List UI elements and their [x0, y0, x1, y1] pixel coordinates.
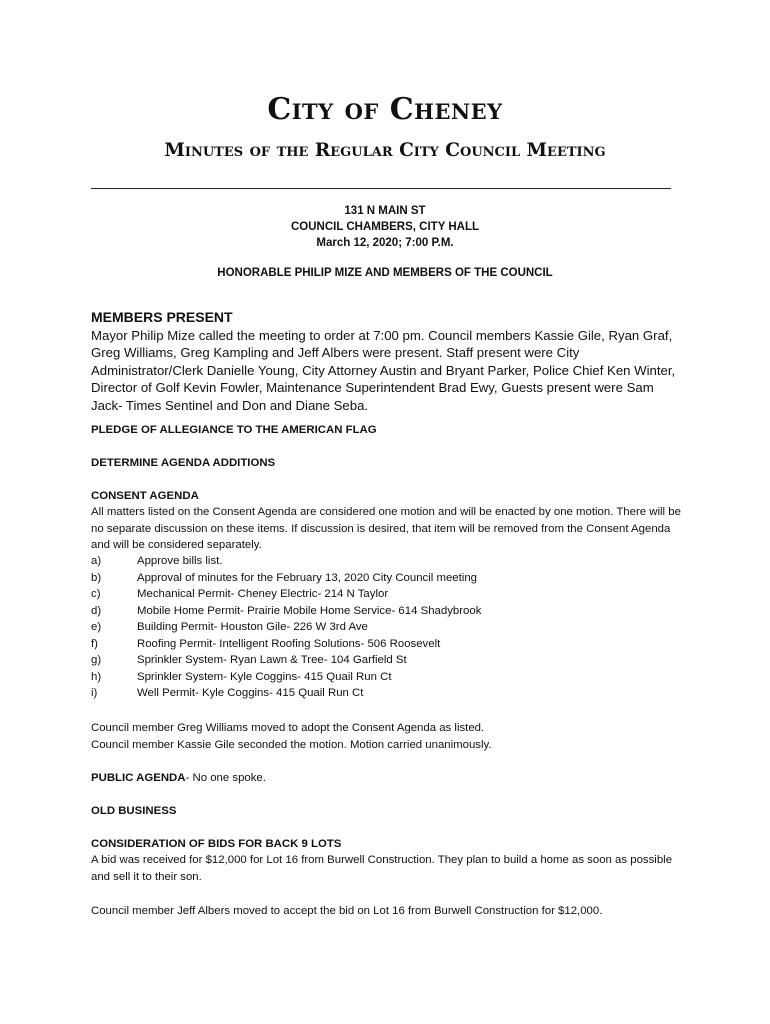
document-title: City of Cheney: [267, 92, 503, 127]
item-label: c): [91, 588, 101, 600]
list-item: [91, 636, 681, 653]
item-text: Approve bills list.: [137, 555, 223, 567]
document-subtitle: Minutes of the Regular City Council Meeting: [164, 140, 606, 161]
pledge-heading: PLEDGE OF ALLEGIANCE TO THE AMERICAN FLAG: [91, 424, 377, 436]
item-text: Sprinkler System- Ryan Lawn & Tree- 104 Garfield St: [137, 654, 407, 666]
old-business-heading: OLD BUSINESS: [91, 805, 177, 817]
item-label: d): [91, 604, 102, 617]
item-label: g): [91, 654, 102, 666]
bids-heading: CONSIDERATION OF BIDS FOR BACK 9 LOTS: [91, 838, 342, 850]
consent-agenda-intro: All matters listed on the Consent Agenda are considered one motion and will be enacted by one motion. There will be no separate discussion on these items. If discussion is desired, that item will be removed from the Consent Agenda and will be considered separately.: [91, 506, 681, 551]
public-agenda-text: - No one spoke.: [185, 772, 266, 784]
list-item: [91, 570, 681, 587]
item-text: Approval of minutes for the February 13, 2020 City Council meeting: [137, 571, 477, 584]
header-divider: [91, 188, 671, 189]
item-label: f): [91, 637, 98, 650]
public-agenda-label: PUBLIC AGENDA: [91, 772, 186, 784]
item-label: e): [91, 621, 102, 633]
date-line: March 12, 2020; 7:00 P.M.: [316, 237, 454, 249]
list-item: [91, 685, 681, 702]
list-item: [91, 652, 681, 669]
consent-motion: [91, 720, 681, 753]
list-item: [91, 669, 681, 686]
members-present-text: Mayor Philip Mize called the meeting to order at 7:00 pm. Council members Kassie Gile, Ryan Graf, Greg Williams, Greg Kampling and Jeff Albers were present. Staff present were City Administrator/Clerk Danielle Young, City Attorney Austin and Bryant Parker, Police Chief Ken Winter, Director of Golf Kevin Fowler, Maintenance Superintendent Brad Ewy, Guests present were Sam Jack- Times Sentinel and Don and Diane Seba.: [91, 328, 676, 413]
consent-agenda-list: [91, 553, 681, 702]
consent-agenda-heading: CONSENT AGENDA: [91, 490, 199, 502]
item-text: Sprinkler System- Kyle Coggins- 415 Quail Run Ct: [137, 670, 392, 683]
motion-line: Council member Greg Williams moved to adopt the Consent Agenda as listed.: [91, 722, 485, 734]
item-label: b): [91, 571, 102, 584]
list-item: [91, 586, 681, 603]
second-line: Council member Kassie Gile seconded the motion. Motion carried unanimously.: [91, 738, 492, 751]
members-present-heading: MEMBERS PRESENT: [91, 309, 233, 325]
meeting-location: [0, 203, 770, 251]
item-text: Mobile Home Permit- Prairie Mobile Home Service- 614 Shadybrook: [137, 604, 482, 617]
bids-motion: Council member Jeff Albers moved to accept the bid on Lot 16 from Burwell Construction for $12,000.: [91, 905, 603, 917]
item-text: Roofing Permit- Intelligent Roofing Solutions- 506 Roosevelt: [137, 637, 441, 650]
item-text: Well Permit- Kyle Coggins- 415 Quail Run Ct: [137, 687, 364, 699]
address-line: 131 N MAIN ST: [344, 205, 426, 217]
honorable-line: HONORABLE PHILIP MIZE AND MEMBERS OF THE COUNCIL: [217, 267, 553, 279]
item-text: Building Permit- Houston Gile- 226 W 3rd Ave: [137, 621, 368, 633]
public-agenda: [91, 770, 681, 787]
item-text: Mechanical Permit- Cheney Electric- 214 N Taylor: [137, 588, 389, 600]
location-line: COUNCIL CHAMBERS, CITY HALL: [290, 221, 480, 233]
list-item: [91, 553, 681, 570]
item-label: h): [91, 670, 102, 683]
item-label: i): [91, 687, 98, 699]
bids-text: A bid was received for $12,000 for Lot 16 from Burwell Construction. They plan to build a home as soon as possible and sell it to their son.: [91, 854, 673, 883]
list-item: [91, 619, 681, 636]
agenda-additions-heading: DETERMINE AGENDA ADDITIONS: [91, 457, 276, 469]
list-item: [91, 603, 681, 620]
item-label: a): [91, 555, 102, 567]
